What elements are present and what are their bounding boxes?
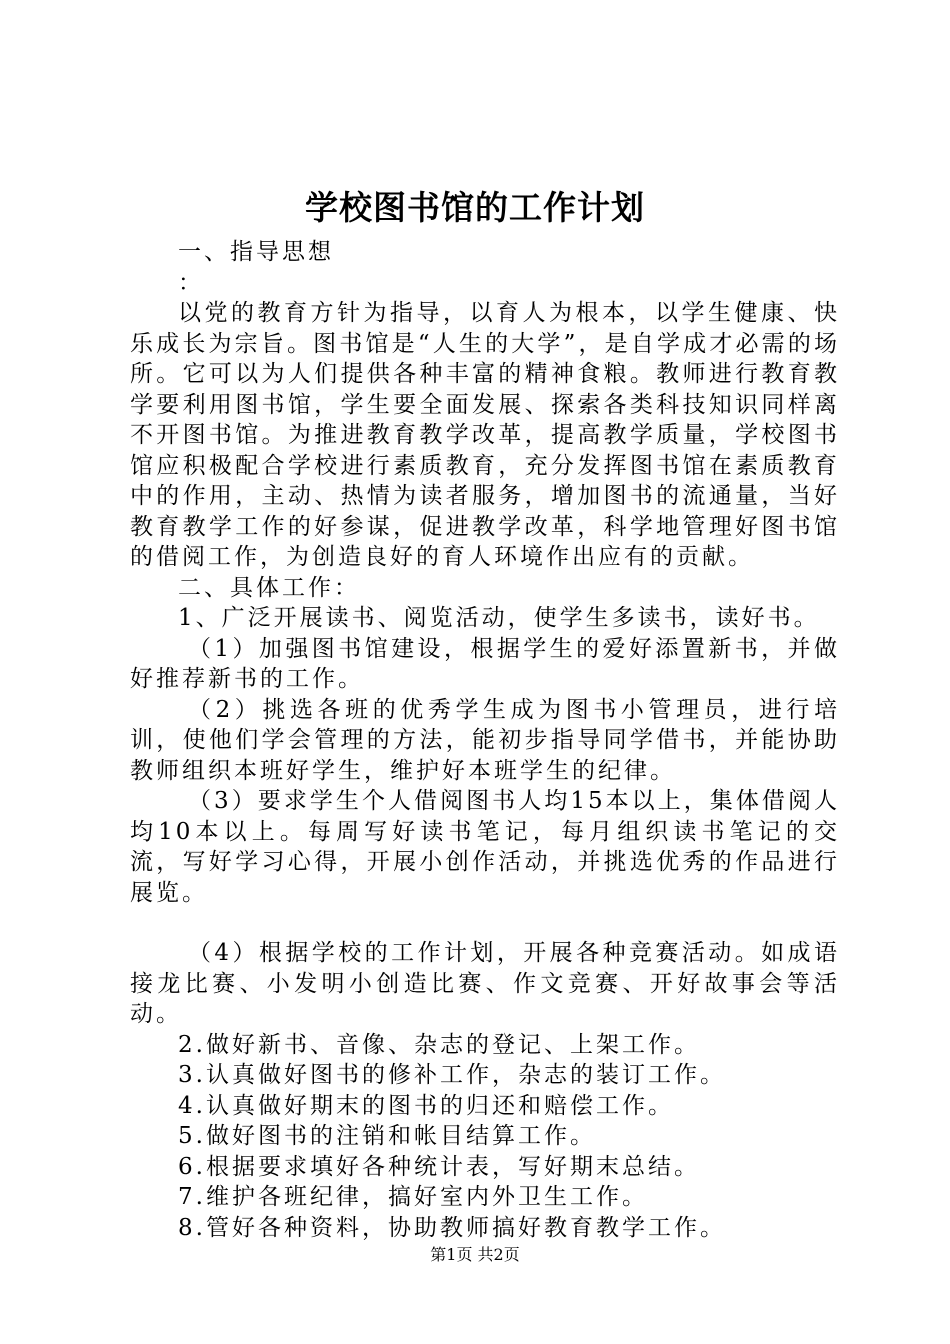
list-item-3: 3.认真做好图书的修补工作，杂志的装订工作。 (178, 1062, 726, 1088)
document-title: 学校图书馆的工作计划 (305, 188, 645, 227)
stray-colon: ： (178, 269, 204, 296)
list-item-1: 1、广泛开展读书、阅览活动，使学生多读书，读好书。 (178, 605, 820, 631)
paragraph-guiding-ideology: 以党的教育方针为指导，以育人为根本，以学生健康、快乐成长为宗旨。图书馆是“人生的大学”，是自学成才必需的场所。它可以为人们提供各种丰富的精神食粮。教师进行教育教学要利用图书馆，学生要全面发展、探索各类科技知识同样离不开图书馆。为推进教育教学改革，提高教学质量，学校图书馆应积极配合学校进行素质教育，充分发挥图书馆在素质教育中的作用，主动、热情为读者服务，增加图书的流通量，当好教育教学工作的好参谋，促进教学改革，科学地管理好图书馆的借阅工作，为创造良好的育人环境作出应有的贡献。 (130, 300, 840, 570)
sub-item-2: （2）挑选各班的优秀学生成为图书小管理员，进行培训，使他们学会管理的方法，能初步指导同学借书，并能协助教师组织本班好学生，维护好本班学生的纪律。 (130, 696, 840, 784)
paragraph-gap (130, 908, 840, 938)
list-item-6: 6.根据要求填好各种统计表，写好期末总结。 (178, 1153, 700, 1180)
sub-item-1: （1）加强图书馆建设，根据学生的爱好添置新书，并做好推荐新书的工作。 (130, 635, 840, 692)
sub-item-3: （3）要求学生个人借阅图书人均15本以上，集体借阅人均10本以上。每周写好读书笔记，每月组织读书笔记的交流，写好学习心得，开展小创作活动，并挑选优秀的作品进行展览。 (130, 788, 840, 906)
list-item-7: 7.维护各班纪律，搞好室内外卫生工作。 (178, 1184, 648, 1210)
list-item-8: 8.管好各种资料，协助教师搞好教育教学工作。 (178, 1214, 726, 1241)
list-item-4: 4.认真做好期末的图书的归还和赔偿工作。 (178, 1092, 674, 1119)
page-footer: 第1页 共2页 (430, 1245, 520, 1264)
document-body (130, 237, 840, 1243)
section-heading-specific-work: 二、具体工作： (178, 574, 360, 601)
sub-item-4: （4）根据学校的工作计划，开展各种竞赛活动。如成语接龙比赛、小发明小创造比赛、作文竞赛、开好故事会等活动。 (130, 940, 840, 1027)
section-heading-guiding-ideology: 一、指导思想 (178, 239, 334, 265)
list-item-5: 5.做好图书的注销和帐目结算工作。 (178, 1123, 596, 1149)
list-item-2: 2.做好新书、音像、杂志的登记、上架工作。 (178, 1031, 700, 1058)
